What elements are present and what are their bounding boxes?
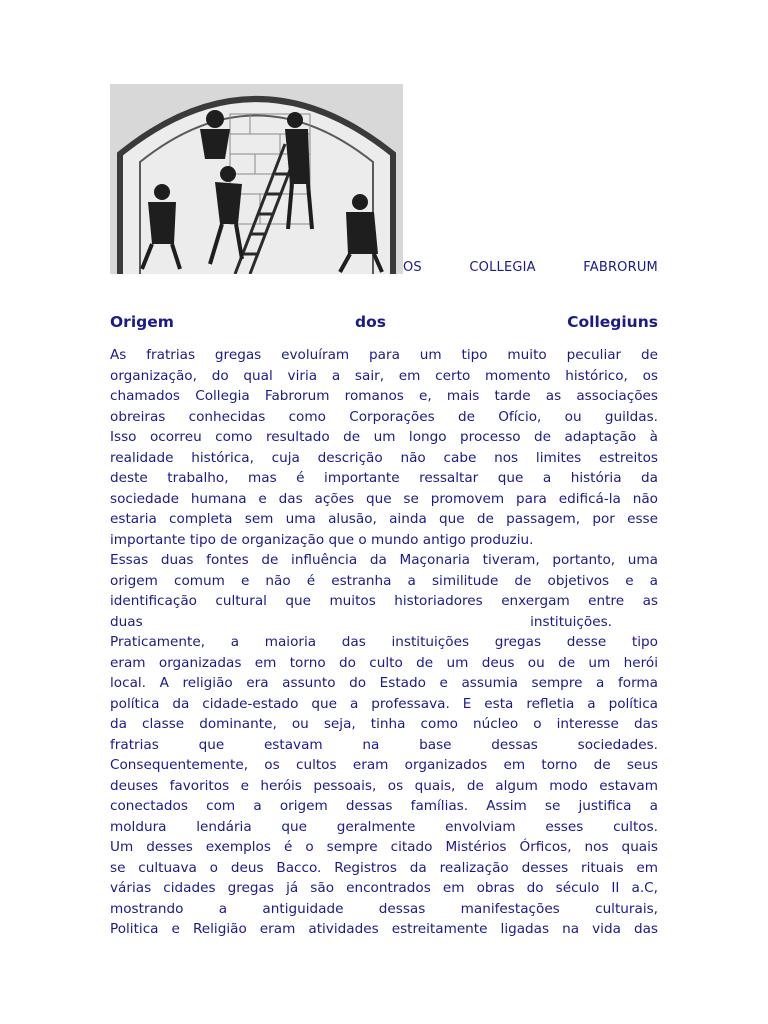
text-line: Isso ocorreu como resultado de um longo processo de adaptação à — [110, 429, 658, 445]
text-line: chamados Collegia Fabrorum romanos e, mais tarde as associações — [110, 388, 658, 404]
heading-word: Collegiuns — [567, 313, 658, 331]
text-line: Praticamente, a maioria das instituições gregas desse tipo — [110, 634, 658, 650]
text-line: política da cidade-estado que a professava. E esta refletia a política — [110, 695, 658, 712]
split-word: duas — [110, 613, 143, 630]
text-line: fratrias que estavam na base dessas sociedades. — [110, 736, 658, 753]
heading-word: Origem — [110, 313, 174, 331]
text-line: As fratrias gregas evoluíram para um tipo muito peculiar de — [110, 347, 658, 363]
text-line: deuses favoritos e heróis pessoais, os quais, de algum modo estavam — [110, 777, 658, 794]
text-line: obreiras conhecidas como Corporações de Ofício, ou guildas. — [110, 408, 658, 425]
text-line: várias cidades gregas já são encontrados em obras do século II a.C, — [110, 880, 658, 896]
caption-word: OS — [403, 260, 422, 275]
figure-row — [110, 84, 658, 276]
text-line: organização, do qual viria a sair, em certo momento histórico, os — [110, 367, 658, 384]
text-line: moldura lendária que geralmente envolviam esses cultos. — [110, 818, 658, 835]
text-line: local. A religião era assunto do Estado e assumia sempre a forma — [110, 675, 658, 691]
text-line: sociedade humana e das ações que se promovem para edificá-la não — [110, 490, 658, 507]
text-line: estaria completa sem uma alusão, ainda que de passagem, por esse — [110, 511, 658, 527]
text-line: se cultuava o deus Bacco. Registros da realização desses rituais em — [110, 859, 658, 876]
text-line: conectados com a origem dessas famílias. Assim se justifica a — [110, 798, 658, 814]
text-line: Consequentemente, os cultos eram organizados em torno de seus — [110, 757, 658, 773]
text-line: eram organizadas em torno do culto de um deus ou de um herói — [110, 654, 658, 671]
text-line: mostrando a antiguidade dessas manifestações culturais, — [110, 900, 658, 917]
text-line-split — [110, 612, 658, 633]
text-line: origem comum e não é estranha a similitude de objetivos e a — [110, 572, 658, 589]
text-line: deste trabalho, mas é importante ressaltar que a história da — [110, 470, 658, 486]
text-line: importante tipo de organização que o mundo antigo produziu. — [110, 531, 534, 548]
text-line: Politica e Religião eram atividades estreitamente ligadas na vida das — [110, 921, 658, 937]
heading-word: dos — [355, 313, 386, 331]
text-line: identificação cultural que muitos historiadores enxergam entre as — [110, 593, 658, 609]
fresco-illustration — [110, 84, 403, 274]
page-content — [110, 84, 658, 940]
caption-word: FABRORUM — [583, 260, 658, 275]
section-heading — [110, 312, 658, 332]
body-text — [110, 345, 658, 940]
text-line: Um desses exemplos é o sempre citado Mistérios Órficos, nos quais — [110, 839, 658, 855]
split-word: instituições. — [530, 613, 612, 630]
caption-word: COLLEGIA — [469, 260, 536, 275]
text-line: Essas duas fontes de influência da Maçonaria tiveram, portanto, uma — [110, 552, 658, 568]
text-line: realidade histórica, cuja descrição não cabe nos limites estreitos — [110, 449, 658, 466]
figure-caption — [403, 260, 658, 276]
text-line: da classe dominante, ou seja, tinha como núcleo o interesse das — [110, 716, 658, 732]
